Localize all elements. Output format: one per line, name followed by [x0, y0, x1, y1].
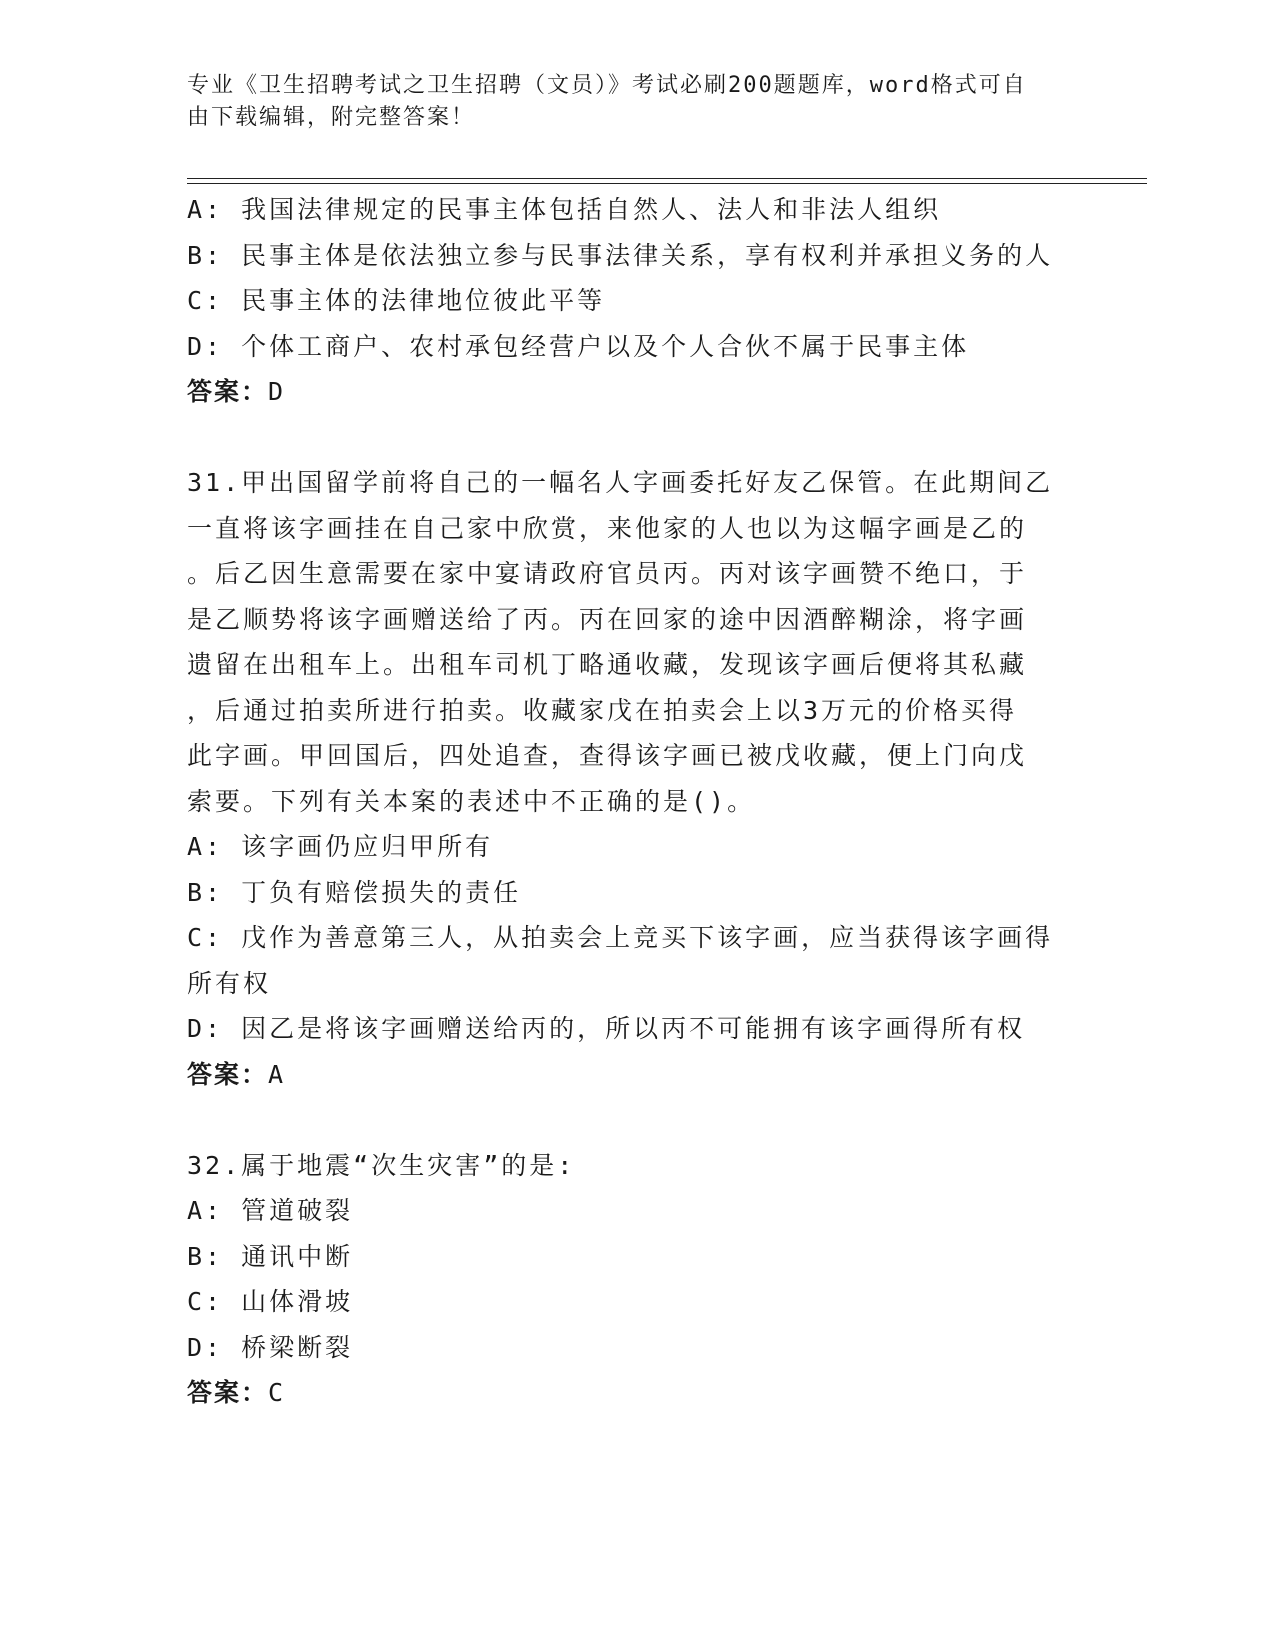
answer-line	[187, 1370, 1077, 1416]
option-a: A: 管道破裂	[187, 1196, 354, 1225]
answer-line	[187, 1052, 1077, 1098]
option-a: A: 该字画仍应归甲所有	[187, 832, 494, 861]
stem-line: 索要。下列有关本案的表述中不正确的是()。	[187, 786, 756, 816]
question-list	[187, 187, 1077, 1416]
answer-value: D	[268, 377, 286, 406]
header-divider-bottom	[187, 183, 1147, 184]
answer-value: A	[268, 1059, 286, 1089]
question-stem: 32.属于地震“次生灾害”的是:	[187, 1150, 576, 1180]
stem-line: ，后通过拍卖所进行拍卖。收藏家戊在拍卖会上以3万元的价格买得	[187, 695, 1018, 725]
stem-line: 一直将该字画挂在自己家中欣赏，来他家的人也以为这幅字画是乙的	[187, 513, 1028, 543]
answer-line	[187, 369, 1077, 415]
header-line-1: 专业《卫生招聘考试之卫生招聘（文员）》考试必刷200题题库，word格式可自	[187, 73, 1027, 98]
header-divider-top	[187, 178, 1147, 179]
stem-line: 此字画。甲回国后，四处追查，查得该字画已被戊收藏，便上门向戊	[187, 741, 1028, 770]
answer-value: C	[268, 1378, 286, 1407]
answer-label: 答案：	[187, 377, 269, 406]
option-c-continued: 所有权	[187, 968, 272, 998]
question-stem	[187, 460, 1077, 824]
question-30	[187, 187, 1077, 415]
answer-label: 答案：	[187, 1378, 269, 1407]
spacer	[187, 415, 1077, 461]
document-header	[187, 70, 1067, 134]
option-c: C: 民事主体的法律地位彼此平等	[187, 286, 606, 315]
option-c: C: 山体滑坡	[187, 1287, 354, 1316]
question-32	[187, 1143, 1077, 1416]
spacer	[187, 1097, 1077, 1143]
stem-line: 31.甲出国留学前将自己的一幅名人字画委托好友乙保管。在此期间乙	[187, 468, 1054, 497]
header-line-2: 由下载编辑，附完整答案！	[187, 105, 476, 130]
option-b: B: 民事主体是依法独立参与民事法律关系，享有权利并承担义务的人	[187, 240, 1054, 270]
stem-line: 。后乙因生意需要在家中宴请政府官员丙。丙对该字画赞不绝口，于	[187, 559, 1028, 588]
answer-label: 答案：	[187, 1059, 269, 1089]
question-31	[187, 460, 1077, 1097]
stem-line: 遗留在出租车上。出租车司机丁略通收藏，发现该字画后便将其私藏	[187, 650, 1028, 679]
option-c: C: 戊作为善意第三人，从拍卖会上竞买下该字画，应当获得该字画得	[187, 923, 1054, 952]
option-d: D: 因乙是将该字画赠送给丙的，所以丙不可能拥有该字画得所有权	[187, 1014, 1026, 1043]
option-b: B: 通讯中断	[187, 1241, 354, 1271]
option-d: D: 个体工商户、农村承包经营户以及个人合伙不属于民事主体	[187, 331, 970, 361]
option-a: A: 我国法律规定的民事主体包括自然人、法人和非法人组织	[187, 195, 942, 224]
option-b: B: 丁负有赔偿损失的责任	[187, 877, 522, 907]
stem-line: 是乙顺势将该字画赠送给了丙。丙在回家的途中因酒醉糊涂，将字画	[187, 604, 1028, 634]
option-d: D: 桥梁断裂	[187, 1332, 354, 1362]
